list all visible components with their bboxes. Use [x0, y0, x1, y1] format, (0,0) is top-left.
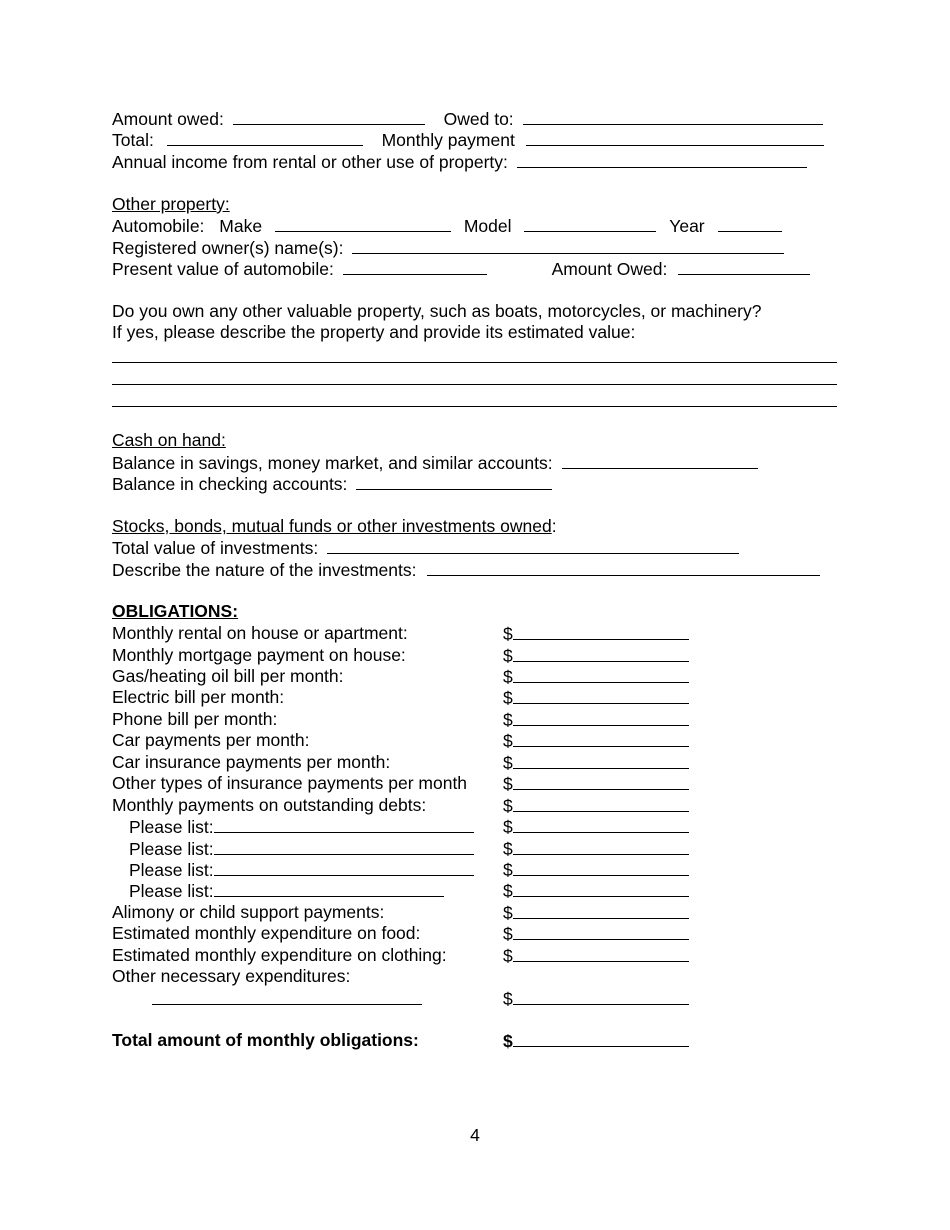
present-value-label: Present value of automobile:: [112, 259, 334, 279]
annual-income-row: [112, 151, 807, 172]
obligation-row-label: Car insurance payments per month:: [112, 752, 391, 772]
obligation-row-label: Estimated monthly expenditure on clothing:: [112, 945, 447, 965]
other-expenditures-description-row: [152, 988, 422, 1009]
dollar-sign: $: [503, 710, 513, 730]
amount-cell: [503, 988, 689, 1009]
amount-owed-label: Amount owed:: [112, 109, 224, 129]
other-expenditures-label: Other necessary expenditures:: [112, 966, 351, 986]
amount-field[interactable]: [513, 923, 689, 940]
automobile-label: Automobile:: [112, 216, 205, 236]
please-list-label: Please list:: [129, 860, 214, 880]
dollar-sign: $: [503, 989, 513, 1009]
valuable-question: Do you own any other valuable property, such as boats, motorcycles, or machinery?: [112, 301, 762, 321]
model-label: Model: [463, 216, 512, 236]
checking-label: Balance in checking accounts:: [112, 474, 348, 494]
present-value-row: [112, 258, 810, 279]
monthly-payment-field[interactable]: [526, 129, 824, 146]
dollar-sign: $: [503, 753, 513, 773]
please-list-row: [129, 859, 474, 880]
amount-field[interactable]: [513, 752, 689, 769]
other-property-heading-text: Other property:: [112, 194, 230, 214]
please-list-label: Please list:: [129, 817, 214, 837]
owed-to-field[interactable]: [523, 108, 823, 125]
amount-cell: [503, 752, 689, 773]
other-expenditures-description-field[interactable]: [152, 988, 422, 1005]
amount-cell: [503, 902, 689, 923]
make-field[interactable]: [275, 215, 451, 232]
amount-cell: [503, 880, 689, 901]
please-list-field[interactable]: [214, 859, 474, 876]
amount-field[interactable]: [513, 623, 689, 640]
obligation-row-label: Monthly payments on outstanding debts:: [112, 795, 427, 815]
amount-field[interactable]: [513, 945, 689, 962]
obligation-row-label: Electric bill per month:: [112, 687, 285, 707]
model-field[interactable]: [524, 215, 656, 232]
total-row: [112, 129, 824, 150]
please-list-row: [129, 838, 474, 859]
registered-owner-label: Registered owner(s) name(s):: [112, 238, 344, 258]
annual-income-field[interactable]: [517, 151, 807, 168]
dollar-sign: $: [503, 924, 513, 944]
amount-cell: [503, 730, 689, 751]
amount-field[interactable]: [513, 838, 689, 855]
please-list-label: Please list:: [129, 839, 214, 859]
savings-label: Balance in savings, money market, and similar accounts:: [112, 453, 553, 473]
obligations-heading: [112, 601, 238, 622]
amount-field[interactable]: [513, 795, 689, 812]
obligation-row-label: Monthly mortgage payment on house:: [112, 645, 406, 665]
amount-field[interactable]: [513, 645, 689, 662]
amount-cell: [503, 816, 689, 837]
please-list-label: Please list:: [129, 881, 214, 901]
dollar-sign: $: [503, 624, 513, 644]
amount-cell: [503, 923, 689, 944]
amount-cell: [503, 687, 689, 708]
amount-field[interactable]: [513, 816, 689, 833]
registered-owner-row: [112, 237, 784, 258]
amount-cell: [503, 773, 689, 794]
amount-owed-auto-field[interactable]: [678, 258, 810, 275]
amount-field[interactable]: [513, 859, 689, 876]
amount-owed-field[interactable]: [233, 108, 425, 125]
amount-field[interactable]: [513, 730, 689, 747]
obligation-row-label: Other types of insurance payments per month: [112, 773, 468, 793]
obligation-row-label: Monthly rental on house or apartment:: [112, 623, 408, 643]
page-number: 4: [470, 1125, 480, 1145]
valuable-instruction: If yes, please describe the property and provide its estimated value:: [112, 322, 636, 342]
savings-row: [112, 452, 758, 473]
dollar-sign: $: [503, 903, 513, 923]
total-field[interactable]: [167, 129, 363, 146]
dollar-sign: $: [503, 860, 513, 880]
year-field[interactable]: [718, 215, 782, 232]
amount-field[interactable]: [513, 880, 689, 897]
please-list-field[interactable]: [214, 838, 474, 855]
amount-cell: [503, 795, 689, 816]
amount-cell: [503, 945, 689, 966]
amount-field[interactable]: [513, 666, 689, 683]
investments-total-row: [112, 537, 739, 558]
amount-field[interactable]: [513, 709, 689, 726]
amount-cell: [503, 645, 689, 666]
savings-field[interactable]: [562, 452, 758, 469]
amount-cell: [503, 666, 689, 687]
amount-field[interactable]: [513, 773, 689, 790]
valuable-description-line-2[interactable]: [112, 384, 837, 385]
total-label: Total:: [112, 130, 154, 150]
dollar-sign: $: [503, 796, 513, 816]
dollar-sign: $: [503, 688, 513, 708]
automobile-row: [112, 215, 782, 236]
investments-heading: [112, 516, 557, 537]
valuable-description-line-1[interactable]: [112, 362, 837, 363]
amount-owed-auto-label: Amount Owed:: [551, 259, 668, 279]
amount-field[interactable]: [513, 988, 689, 1005]
amount-cell: [503, 623, 689, 644]
amount-cell: [503, 838, 689, 859]
investments-total-field[interactable]: [327, 537, 739, 554]
monthly-payment-label: Monthly payment: [381, 130, 515, 150]
amount-field[interactable]: [513, 687, 689, 704]
make-label: Make: [219, 216, 263, 236]
investments-total-label: Total value of investments:: [112, 538, 319, 558]
dollar-sign: $: [503, 817, 513, 837]
please-list-row: [129, 816, 474, 837]
total-obligations-label: Total amount of monthly obligations:: [112, 1030, 419, 1050]
amount-cell: [503, 709, 689, 730]
please-list-field[interactable]: [214, 880, 444, 897]
checking-row: [112, 473, 552, 494]
investments-nature-field[interactable]: [427, 559, 820, 576]
obligation-row-label: Car payments per month:: [112, 730, 310, 750]
present-value-field[interactable]: [343, 258, 487, 275]
obligation-row-label: Gas/heating oil bill per month:: [112, 666, 344, 686]
amount-cell: [503, 859, 689, 880]
investments-nature-row: [112, 559, 820, 580]
cash-heading: [112, 430, 226, 451]
dollar-sign: $: [503, 646, 513, 666]
cash-heading-text: Cash on hand:: [112, 430, 226, 450]
year-label: Year: [669, 216, 705, 236]
dollar-sign: $: [503, 881, 513, 901]
obligation-row-label: Estimated monthly expenditure on food:: [112, 923, 421, 943]
obligation-row-label: Phone bill per month:: [112, 709, 278, 729]
dollar-sign: $: [503, 731, 513, 751]
dollar-sign: $: [503, 774, 513, 794]
please-list-row: [129, 880, 444, 901]
total-dollar-sign: $: [503, 1031, 513, 1051]
dollar-sign: $: [503, 946, 513, 966]
obligations-heading-text: OBLIGATIONS:: [112, 601, 239, 621]
other-property-heading: [112, 194, 230, 215]
dollar-sign: $: [503, 667, 513, 687]
valuable-description-line-3[interactable]: [112, 406, 837, 407]
dollar-sign: $: [503, 839, 513, 859]
checking-field[interactable]: [356, 473, 552, 490]
investments-heading-colon: :: [551, 516, 557, 536]
investments-nature-label: Describe the nature of the investments:: [112, 560, 417, 580]
annual-income-label: Annual income from rental or other use of property:: [112, 152, 508, 172]
owed-to-label: Owed to:: [443, 109, 514, 129]
amount-owed-row: [112, 108, 823, 129]
investments-heading-text: Stocks, bonds, mutual funds or other investments owned: [112, 516, 552, 536]
total-obligations-cell: [503, 1030, 689, 1051]
please-list-field[interactable]: [214, 816, 474, 833]
registered-owner-field[interactable]: [352, 237, 784, 254]
total-obligations-field[interactable]: [513, 1030, 689, 1047]
obligation-row-label: Alimony or child support payments:: [112, 902, 385, 922]
amount-field[interactable]: [513, 902, 689, 919]
